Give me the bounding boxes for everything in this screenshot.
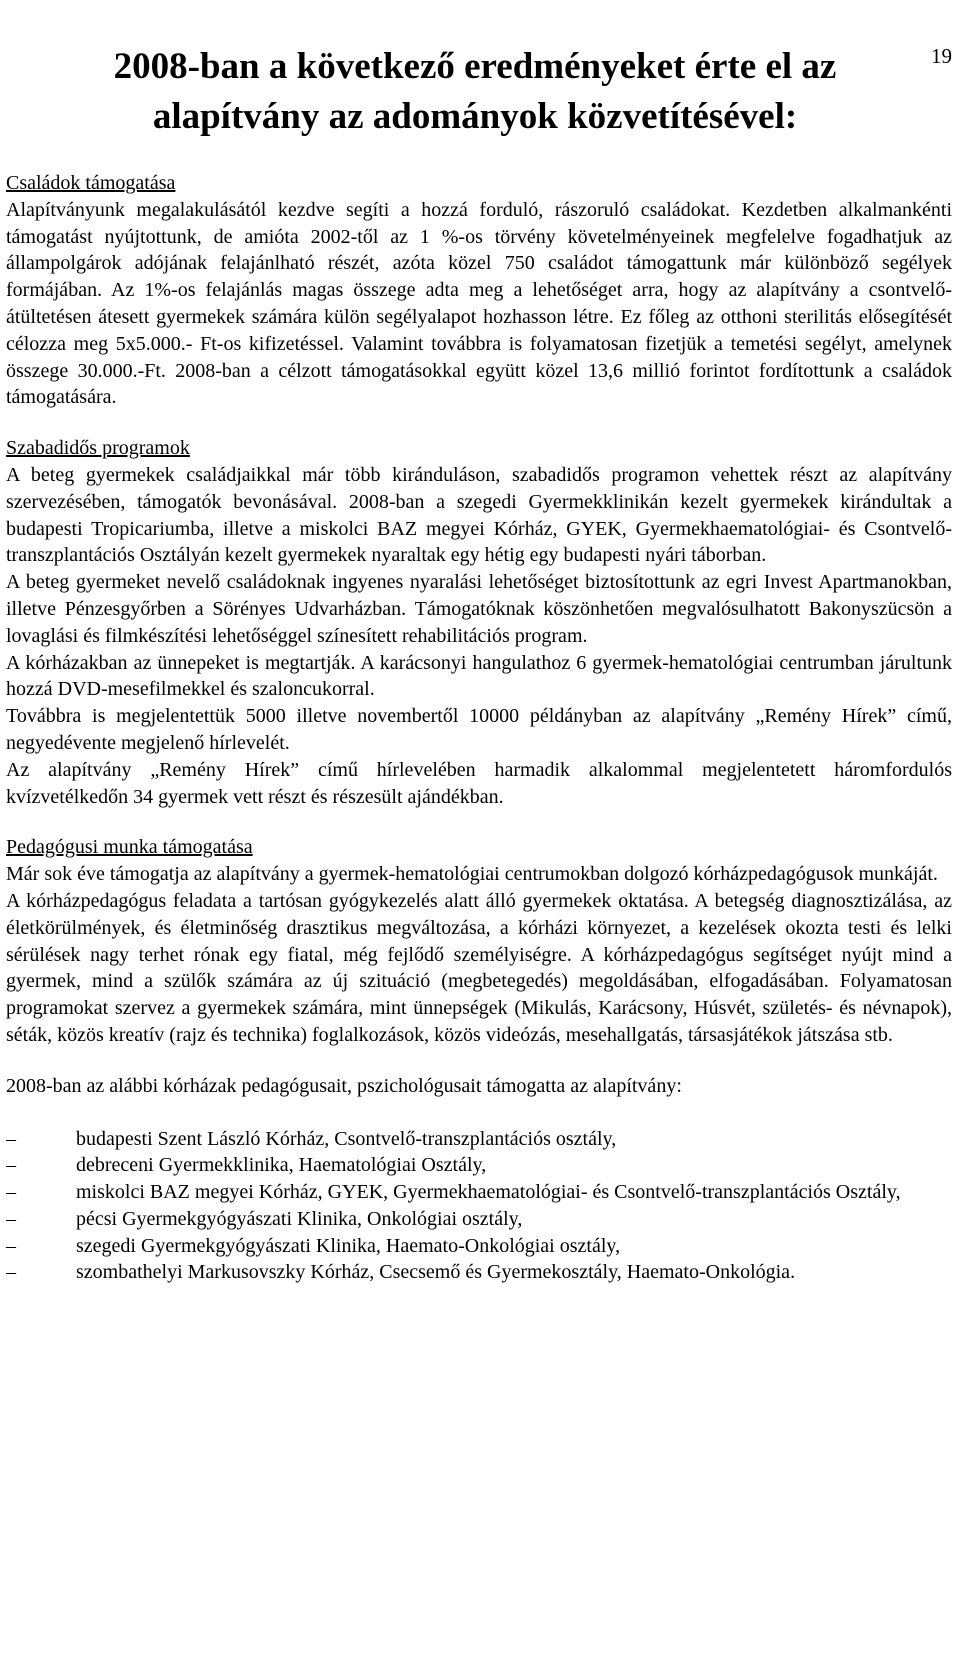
list-item-text: pécsi Gyermekgyógyászati Klinika, Onkológiai osztály, — [76, 1207, 523, 1230]
dash-bullet: – — [6, 1207, 16, 1230]
list-item — [6, 1179, 952, 1206]
list-item — [6, 1152, 952, 1179]
section-leisure-programs — [6, 435, 952, 810]
hospitals-intro-section — [6, 1073, 952, 1100]
list-item-text: szombathelyi Markusovszky Kórház, Csecsemő és Gyermekosztály, Haemato-Onkológia. — [76, 1261, 796, 1284]
dash-bullet: – — [6, 1154, 16, 1177]
paragraph: Az alapítvány „Remény Hírek” című hírlevelében harmadik alkalommal megjelentetett háromfordulós kvízvetélkedőn 34 gyermek vett részt és részesült ajándékban. — [6, 758, 952, 808]
list-item — [6, 1206, 952, 1233]
list-item — [6, 1259, 952, 1286]
list-item — [6, 1126, 952, 1153]
dash-bullet: – — [6, 1127, 16, 1150]
list-item-text: szegedi Gyermekgyógyászati Klinika, Haemato-Onkológiai osztály, — [76, 1234, 621, 1257]
section-pedagogy — [6, 834, 952, 1048]
section-heading-leisure: Szabadidős programok — [6, 437, 190, 460]
section-heading-families: Családok támogatása — [6, 172, 176, 194]
list-item — [6, 1233, 952, 1260]
list-item-text: budapesti Szent László Kórház, Csontvelő-transzplantációs osztály, — [76, 1127, 617, 1150]
paragraph: Alapítványunk megalakulásától kezdve segíti a hozzá forduló, rászoruló családokat. Kezdetben alkalmankénti támogatást nyújtottunk, de amióta 2002-től az 1 %-os törvény követelményeinek megfelelve fogadhatjuk az állampolgárok adójának felajánlható részét, azóta közel 750 családot támogattunk már különböző segélyek formájában. Az 1%-os felajánlás magas összege adta meg a lehetőséget arra, hogy az alapítvány a csontvelő-átültetésen átesett gyermekek számára külön segélyalapot hozhasson létre. Ez főleg az otthoni sterilitás elősegítését célozza meg 5x5.000.- Ft-os kifizetéssel. Valamint továbbra is folyamatosan fizetjük a temetési segélyt, amelynek összege 30.000.-Ft. 2008-ban a célzott támogatásokkal együtt közel 13,6 millió forintot fordítottunk a családok támogatására. — [6, 198, 952, 409]
paragraph: Továbbra is megjelentettük 5000 illetve novembertől 10000 példányban az alapítvány „Remény Hírek” című, negyedévente megjelenő hírlevelét. — [6, 705, 952, 754]
list-item-text: miskolci BAZ megyei Kórház, GYEK, Gyermekhaematológiai- és Csontvelő-transzplantációs Osztály, — [76, 1181, 901, 1204]
paragraph: A kórházpedagógus feladata a tartósan gyógykezelés alatt álló gyermekek oktatása. A betegség diagnosztizálása, az életkörülmények, és életminőség drasztikus megváltozása, a kórházi környezet, a kezelések okozta testi és lelki sérülések nagy terhet rónak egy fiatal, még fejlődő személyiségre. A kórházpedagógus segítséget nyújt mind a gyermek, mind a szülők számára az új szituáció (megbetegedés) megoldásában, elfogadásában. Folyamatosan programokat szervez a gyermekek számára, mint ünnepségek (Mikulás, Karácsony, Húsvét, születés- és névnapok), séták, közös kreatív (rajz és technika) foglalkozások, közös videózás, mesehallgatás, társasjátékok játszása stb. — [6, 889, 952, 1046]
hospitals-intro: 2008-ban az alábbi kórházak pedagógusait, pszichológusait támogatta az alapítvány: — [6, 1074, 682, 1097]
dash-bullet: – — [6, 1181, 16, 1204]
section-heading-pedagogy: Pedagógusi munka támogatása — [6, 836, 253, 859]
dash-bullet: – — [6, 1261, 16, 1284]
page-title: 2008-ban a következő eredményeket érte el az alapítvány az adományok közvetítésével: — [113, 46, 837, 137]
page-number: 19 — [931, 44, 952, 68]
section-families — [6, 170, 952, 411]
document-body — [0, 170, 960, 1286]
list-item-text: debreceni Gyermekklinika, Haematológiai Osztály, — [76, 1154, 487, 1177]
paragraph: A beteg gyermekek családjaikkal már több kiránduláson, szabadidős programon vehettek részt az alapítvány szervezésében, támogatók bevonásával. 2008-ban a szegedi Gyermekklinikán kezelt gyermekek kirándultak a budapesti Tropicariumba, illetve a miskolci BAZ megyei Kórház, GYEK, Gyermekhaematológiai- és Csontvelő-transzplantációs Osztályán kezelt gyermekek nyaraltak egy hétig egy budapesti nyári táborban. — [6, 463, 952, 567]
hospital-list — [6, 1126, 952, 1287]
paragraph: Már sok éve támogatja az alapítvány a gyermek-hematológiai centrumokban dolgozó kórházpedagógusok munkáját. — [6, 863, 938, 886]
paragraph: A kórházakban az ünnepeket is megtartják. A karácsonyi hangulathoz 6 gyermek-hematológiai centrumban járultunk hozzá DVD-mesefilmekkel és szaloncukorral. — [6, 651, 952, 701]
dash-bullet: – — [6, 1234, 16, 1257]
paragraph: A beteg gyermeket nevelő családoknak ingyenes nyaralási lehetőséget biztosítottunk az egri Invest Apartmanokban, illetve Pénzesgyőrben a Sörényes Udvarházban. Támogatóknak köszönhetően megvalósulhatott Bakonyszücsön a lovaglási és filmkészítési lehetőséggel színesített rehabilitációs program. — [6, 571, 952, 647]
